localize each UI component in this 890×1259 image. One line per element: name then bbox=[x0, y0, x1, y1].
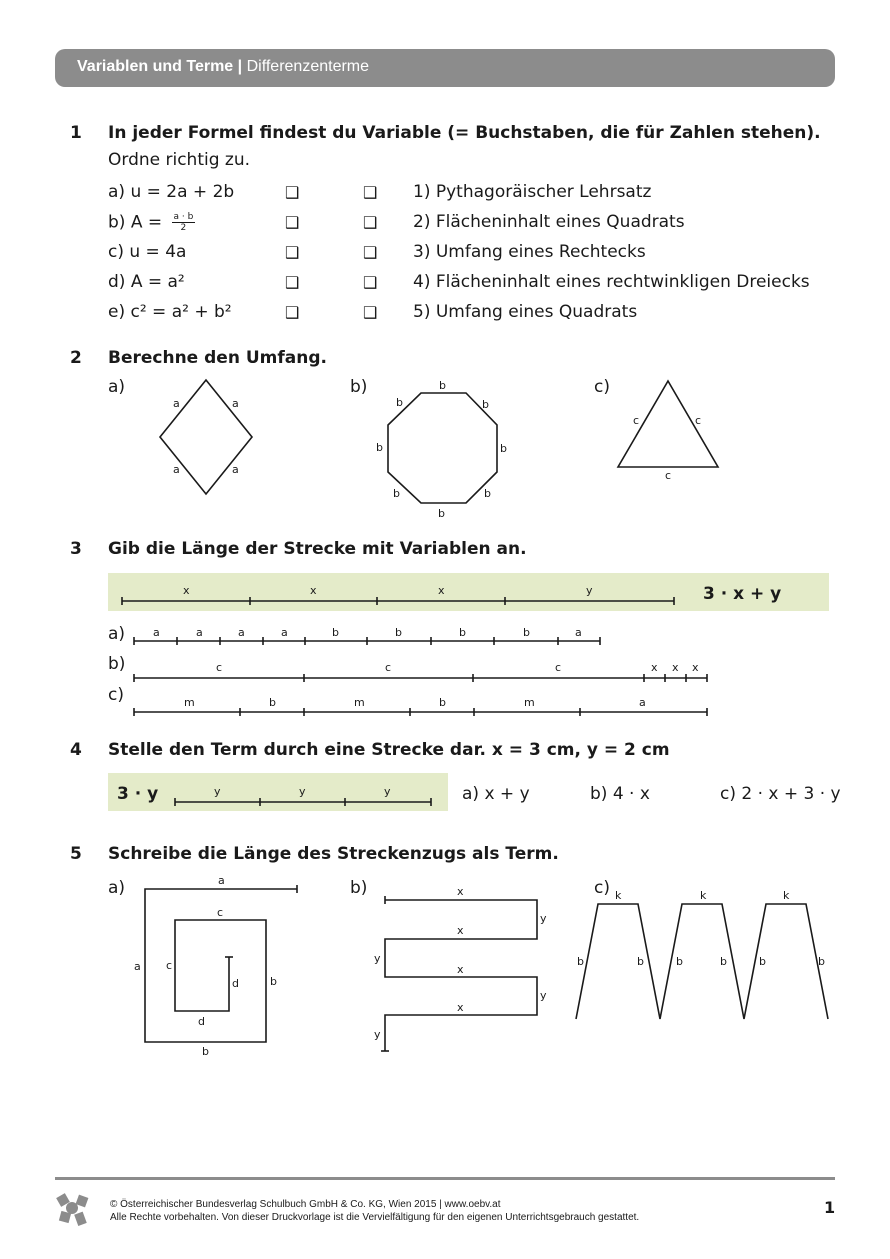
segment-label: a bbox=[238, 626, 245, 639]
trapez-label: b bbox=[637, 955, 644, 968]
segment-label: m bbox=[524, 696, 535, 709]
segment-label: x bbox=[183, 584, 190, 597]
formula-a: a) u = 2a + 2b bbox=[108, 182, 235, 202]
octagon-label: b bbox=[376, 441, 383, 454]
checkbox-right-2[interactable]: ❑ bbox=[363, 213, 378, 232]
triangle-label: c bbox=[633, 414, 640, 427]
segment-label: c bbox=[555, 661, 562, 674]
task3-part-a: a) bbox=[108, 624, 126, 644]
octagon-label: b bbox=[482, 398, 489, 411]
task4-instruction: Stelle den Term durch eine Strecke dar. x = 3 cm, y = 2 cm bbox=[108, 740, 670, 760]
segment-label: a bbox=[639, 696, 646, 709]
segment-label: x bbox=[692, 661, 699, 674]
checkbox-right-1[interactable]: ❑ bbox=[363, 183, 378, 202]
segment-label: y bbox=[299, 785, 306, 798]
task3-c-labels bbox=[184, 696, 646, 709]
footer-copyright: © Österreichischer Bundesverlag Schulbuch GmbH & Co. KG, Wien 2015 | www.oebv.at bbox=[110, 1199, 501, 1210]
footer-rights: Alle Rechte vorbehalten. Von dieser Druckvorlage ist die Vervielfältigung für den eigenen Unterrichtsgebrauch gestattet. bbox=[110, 1212, 640, 1223]
task1-number: 1 bbox=[70, 123, 82, 143]
spiral-label: d bbox=[232, 977, 239, 990]
task2-number: 2 bbox=[70, 348, 82, 368]
task5-number: 5 bbox=[70, 844, 82, 864]
trapez-label: b bbox=[720, 955, 727, 968]
segment-label: y bbox=[586, 584, 593, 597]
spiral-label: c bbox=[166, 959, 173, 972]
segment-label: y bbox=[384, 785, 391, 798]
task4-example-labels bbox=[214, 785, 391, 798]
octagon-label: b bbox=[500, 442, 507, 455]
trapez-label: b bbox=[759, 955, 766, 968]
checkbox-left-5[interactable]: ❑ bbox=[285, 303, 300, 322]
segment-label: a bbox=[575, 626, 582, 639]
zigzag-label: x bbox=[457, 924, 464, 937]
checkbox-left-3[interactable]: ❑ bbox=[285, 243, 300, 262]
header-title: Variablen und Terme | Differenzenterme bbox=[77, 58, 370, 75]
task4-b: b) 4 · x bbox=[590, 784, 650, 804]
task3-instruction: Gib die Länge der Strecke mit Variablen an. bbox=[108, 539, 527, 559]
trapez-label: k bbox=[700, 889, 707, 902]
segment-label: b bbox=[332, 626, 339, 639]
trapez-label: k bbox=[783, 889, 790, 902]
rhombus-label: a bbox=[232, 463, 239, 476]
publisher-logo bbox=[56, 1193, 88, 1226]
octagon-labels bbox=[376, 379, 507, 520]
segment-label: x bbox=[651, 661, 658, 674]
spiral-label: b bbox=[270, 975, 277, 988]
octagon-label: b bbox=[484, 487, 491, 500]
task3-part-c: c) bbox=[108, 685, 124, 705]
trapez-label: k bbox=[615, 889, 622, 902]
trapez-label: b bbox=[577, 955, 584, 968]
trapez-labels bbox=[577, 889, 825, 968]
task2-part-c: c) bbox=[594, 377, 610, 397]
page-number: 1 bbox=[824, 1198, 836, 1217]
formula-c: c) u = 4a bbox=[108, 242, 187, 262]
spiral-labels bbox=[134, 874, 277, 1058]
task3-example-labels bbox=[183, 584, 593, 597]
formula-e: e) c² = a² + b² bbox=[108, 302, 232, 322]
rhombus-label: a bbox=[232, 397, 239, 410]
zigzag-label: x bbox=[457, 1001, 464, 1014]
segment-label: a bbox=[281, 626, 288, 639]
spiral-label: b bbox=[202, 1045, 209, 1058]
task2-instruction: Berechne den Umfang. bbox=[108, 348, 327, 368]
task3-line-b bbox=[134, 674, 707, 682]
task1-instruction2: Ordne richtig zu. bbox=[108, 150, 251, 170]
segment-label: a bbox=[196, 626, 203, 639]
task5-instruction: Schreibe die Länge des Streckenzugs als Term. bbox=[108, 844, 559, 864]
answer-4: 4) Flächeninhalt eines rechtwinkligen Dreiecks bbox=[413, 272, 810, 292]
checkbox-right-3[interactable]: ❑ bbox=[363, 243, 378, 262]
fraction: $\frac{a \cdot b}{2}$ bbox=[173, 212, 194, 233]
task2-part-a: a) bbox=[108, 377, 126, 397]
segment-label: b bbox=[395, 626, 402, 639]
octagon-label: b bbox=[438, 507, 445, 520]
task3-number: 3 bbox=[70, 539, 82, 559]
zigzag-label: y bbox=[540, 912, 547, 925]
zigzag-label: y bbox=[374, 952, 381, 965]
answer-3: 3) Umfang eines Rechtecks bbox=[413, 242, 646, 262]
segment-label: x bbox=[438, 584, 445, 597]
task3-line-c bbox=[134, 708, 707, 716]
answer-5: 5) Umfang eines Quadrats bbox=[413, 302, 638, 322]
task3-part-b: b) bbox=[108, 654, 126, 674]
spiral-label: a bbox=[218, 874, 225, 887]
zigzag-labels bbox=[374, 885, 547, 1041]
trapez-label: b bbox=[676, 955, 683, 968]
task4-example-term: 3 · y bbox=[117, 784, 159, 804]
segment-label: c bbox=[385, 661, 392, 674]
segment-label: b bbox=[459, 626, 466, 639]
octagon-shape bbox=[388, 393, 497, 503]
checkbox-left-1[interactable]: ❑ bbox=[285, 183, 300, 202]
segment-label: a bbox=[153, 626, 160, 639]
task4-a: a) x + y bbox=[462, 784, 530, 804]
octagon-label: b bbox=[439, 379, 446, 392]
segment-label: y bbox=[214, 785, 221, 798]
octagon-label: b bbox=[393, 487, 400, 500]
segment-label: x bbox=[310, 584, 317, 597]
checkbox-left-4[interactable]: ❑ bbox=[285, 273, 300, 292]
checkbox-right-5[interactable]: ❑ bbox=[363, 303, 378, 322]
answer-2: 2) Flächeninhalt eines Quadrats bbox=[413, 212, 685, 232]
checkbox-left-2[interactable]: ❑ bbox=[285, 213, 300, 232]
trapez-label: b bbox=[818, 955, 825, 968]
formula-b: b) A = $\frac{a \cdot b}{2}$ bbox=[108, 212, 194, 233]
spiral-label: c bbox=[217, 906, 224, 919]
zigzag-label: y bbox=[374, 1028, 381, 1041]
spiral-label: a bbox=[134, 960, 141, 973]
segment-label: x bbox=[672, 661, 679, 674]
footer-divider bbox=[55, 1177, 835, 1180]
segment-label: c bbox=[216, 661, 223, 674]
task3-line-a bbox=[134, 637, 600, 645]
checkbox-right-4[interactable]: ❑ bbox=[363, 273, 378, 292]
rhombus-label: a bbox=[173, 463, 180, 476]
task3-b-labels bbox=[216, 661, 699, 674]
task2-part-b: b) bbox=[350, 377, 368, 397]
task3-example-line bbox=[122, 597, 674, 605]
rhombus-label: a bbox=[173, 397, 180, 410]
zigzag-label: x bbox=[457, 885, 464, 898]
task4-number: 4 bbox=[70, 740, 82, 760]
segment-label: b bbox=[269, 696, 276, 709]
segment-label: b bbox=[439, 696, 446, 709]
task5-part-b: b) bbox=[350, 878, 368, 898]
task3-example-term: 3 · x + y bbox=[703, 584, 782, 604]
triangle-label: c bbox=[695, 414, 702, 427]
segment-label: m bbox=[184, 696, 195, 709]
formula-d: d) A = a² bbox=[108, 272, 185, 292]
task4-example-line bbox=[175, 798, 431, 806]
zigzag-label: x bbox=[457, 963, 464, 976]
octagon-label: b bbox=[396, 396, 403, 409]
task4-c: c) 2 · x + 3 · y bbox=[720, 784, 841, 804]
task5-part-c: c) bbox=[594, 878, 610, 898]
segment-label: m bbox=[354, 696, 365, 709]
task1-instruction: In jeder Formel findest du Variable (= Buchstaben, die für Zahlen stehen). bbox=[108, 123, 821, 143]
spiral-label: d bbox=[198, 1015, 205, 1028]
segment-label: b bbox=[523, 626, 530, 639]
answer-1: 1) Pythagoräischer Lehrsatz bbox=[413, 182, 652, 202]
triangle-label: c bbox=[665, 469, 672, 482]
zigzag-label: y bbox=[540, 989, 547, 1002]
task5-part-a: a) bbox=[108, 878, 126, 898]
trapez-path bbox=[576, 904, 828, 1019]
